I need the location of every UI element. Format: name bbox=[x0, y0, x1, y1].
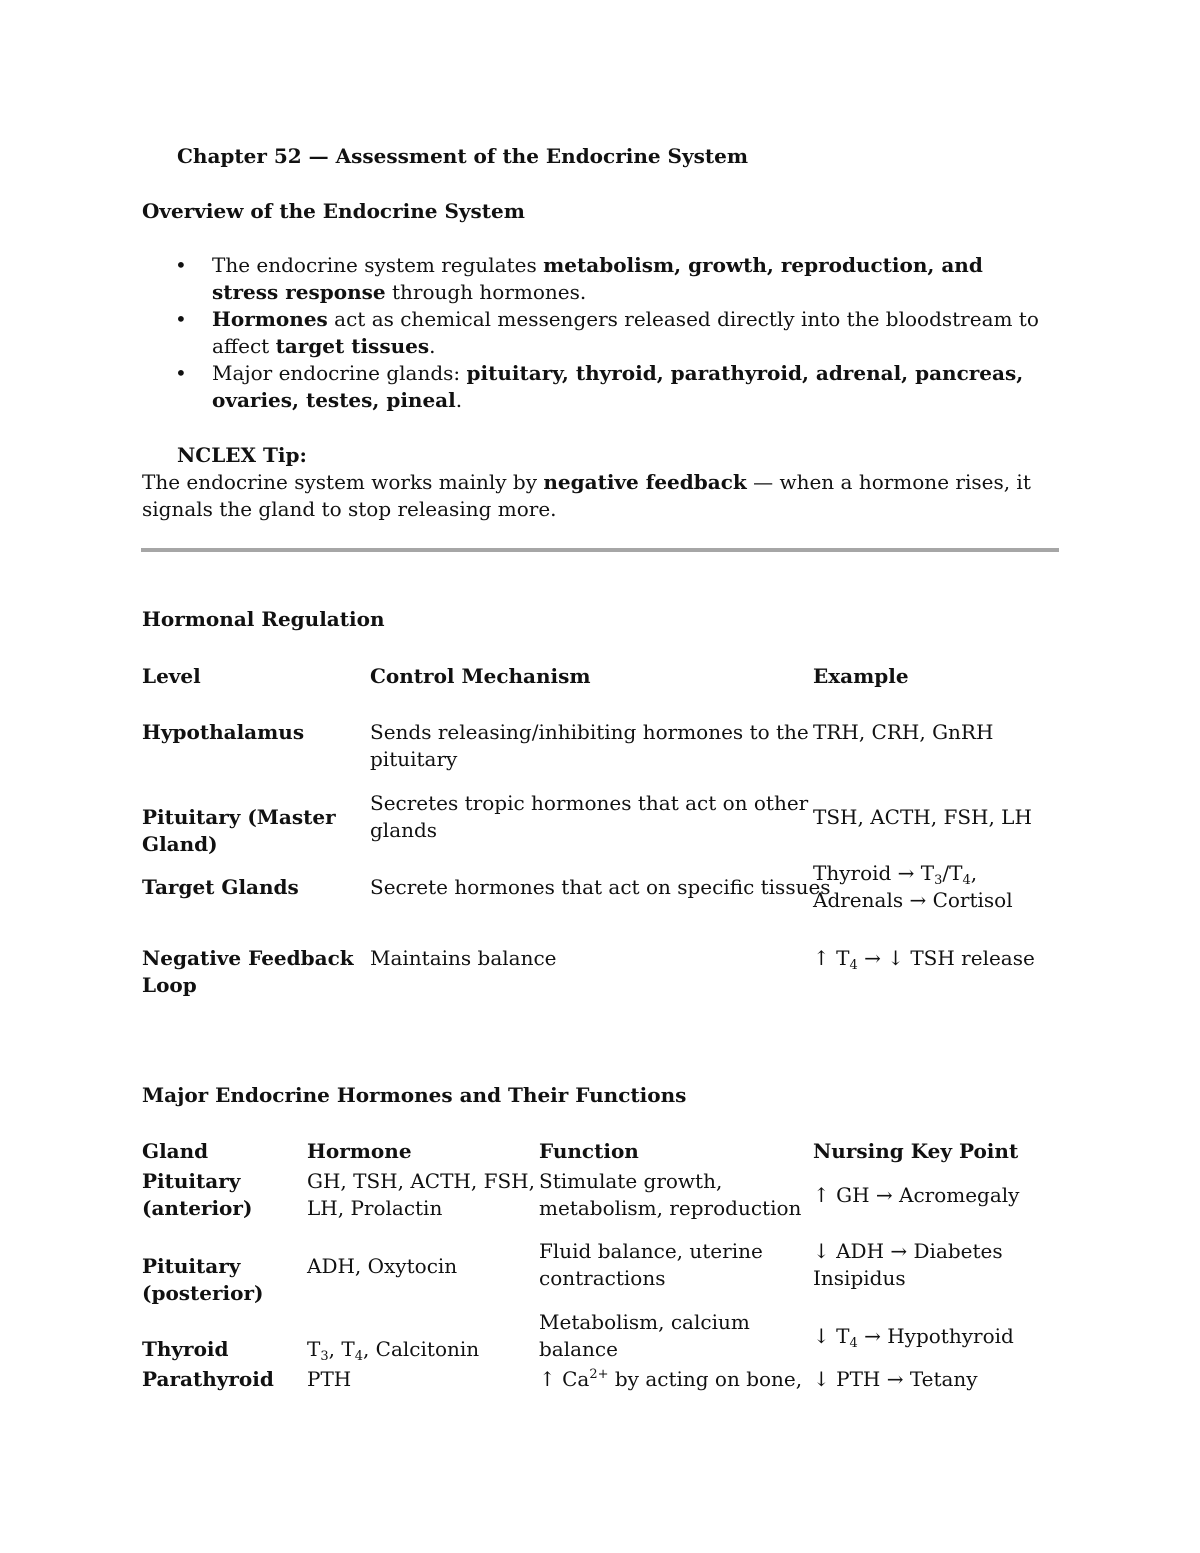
overview-bullet-list bbox=[175, 252, 1055, 414]
hormone-cell: PTH bbox=[307, 1367, 352, 1391]
gland-cell: Pituitary (posterior) bbox=[142, 1254, 264, 1305]
list-item: • Major endocrine glands: pituitary, thyroid, parathyroid, adrenal, pancreas, ovaries, testes, pineal. bbox=[175, 361, 1024, 412]
key-point-cell: ↓ ADH → Diabetes Insipidus bbox=[813, 1239, 1003, 1290]
nclex-tip-label: NCLEX Tip: bbox=[177, 443, 307, 467]
key-point-cell: ↓ $T_4$ → Hypothyroid bbox=[813, 1324, 1014, 1351]
function-cell: Stimulate growth, metabolism, reproduction bbox=[539, 1169, 802, 1220]
key-point-cell: ↑ GH → Acromegaly bbox=[813, 1183, 1020, 1207]
hormone-cell: ADH, Oxytocin bbox=[307, 1254, 458, 1278]
level-cell: Pituitary (Master Gland) bbox=[142, 805, 336, 856]
column-header-level: Level bbox=[142, 664, 201, 688]
column-header-example: Example bbox=[813, 664, 909, 688]
hormone-cell: GH, TSH, ACTH, FSH, LH, Prolactin bbox=[307, 1169, 535, 1220]
column-header-gland: Gland bbox=[142, 1139, 209, 1163]
list-item: • The endocrine system regulates metabolism, growth, reproduction, and stress response through hormones. bbox=[175, 253, 983, 304]
bullet-icon: • bbox=[175, 307, 187, 331]
gland-cell: Pituitary (anterior) bbox=[142, 1169, 253, 1220]
function-cell: Fluid balance, uterine contractions bbox=[539, 1239, 763, 1290]
mechanism-cell: Maintains balance bbox=[370, 946, 557, 970]
gland-cell: Parathyroid bbox=[142, 1367, 274, 1391]
overview-heading: Overview of the Endocrine System bbox=[142, 199, 525, 223]
level-cell: Target Glands bbox=[142, 875, 299, 899]
list-item: • Hormones act as chemical messengers released directly into the bloodstream to affect target tissues. bbox=[175, 307, 1039, 358]
bullet-icon: • bbox=[175, 253, 187, 277]
level-cell: Negative Feedback Loop bbox=[142, 946, 354, 997]
key-point-cell: ↓ PTH → Tetany bbox=[813, 1367, 978, 1391]
function-cell: ↑ $Ca^{2+}$ by acting on bone, bbox=[539, 1367, 803, 1391]
gland-cell: Thyroid bbox=[142, 1337, 229, 1361]
chapter-title: Chapter 52 — Assessment of the Endocrine System bbox=[177, 144, 749, 168]
example-cell: TRH, CRH, GnRH bbox=[813, 720, 994, 744]
mechanism-cell: Secretes tropic hormones that act on other glands bbox=[370, 791, 809, 842]
mechanism-cell: Sends releasing/inhibiting hormones to the pituitary bbox=[370, 720, 809, 771]
example-cell: Thyroid → $T_3/T_4$, Adrenals → Cortisol bbox=[813, 861, 1013, 912]
mechanism-cell: Secrete hormones that act on specific tissues bbox=[370, 875, 831, 899]
column-header-nursing-key-point: Nursing Key Point bbox=[813, 1139, 1019, 1163]
nclex-tip-text: The endocrine system works mainly by negative feedback — when a hormone rises, it signals the gland to stop releasing more. bbox=[142, 470, 1031, 521]
hormone-cell: $T_3$, $T_4$, Calcitonin bbox=[307, 1337, 480, 1364]
example-cell: ↑ $T_4$ → ↓ TSH release bbox=[813, 946, 1035, 973]
horizontal-divider bbox=[141, 548, 1059, 552]
column-header-hormone: Hormone bbox=[307, 1139, 412, 1163]
major-hormones-heading: Major Endocrine Hormones and Their Functions bbox=[142, 1083, 687, 1107]
function-cell: Metabolism, calcium balance bbox=[539, 1310, 750, 1361]
column-header-control-mechanism: Control Mechanism bbox=[370, 664, 591, 688]
column-header-function: Function bbox=[539, 1139, 639, 1163]
hormonal-regulation-heading: Hormonal Regulation bbox=[142, 607, 385, 631]
bullet-icon: • bbox=[175, 361, 187, 385]
level-cell: Hypothalamus bbox=[142, 720, 305, 744]
example-cell: TSH, ACTH, FSH, LH bbox=[813, 805, 1032, 829]
